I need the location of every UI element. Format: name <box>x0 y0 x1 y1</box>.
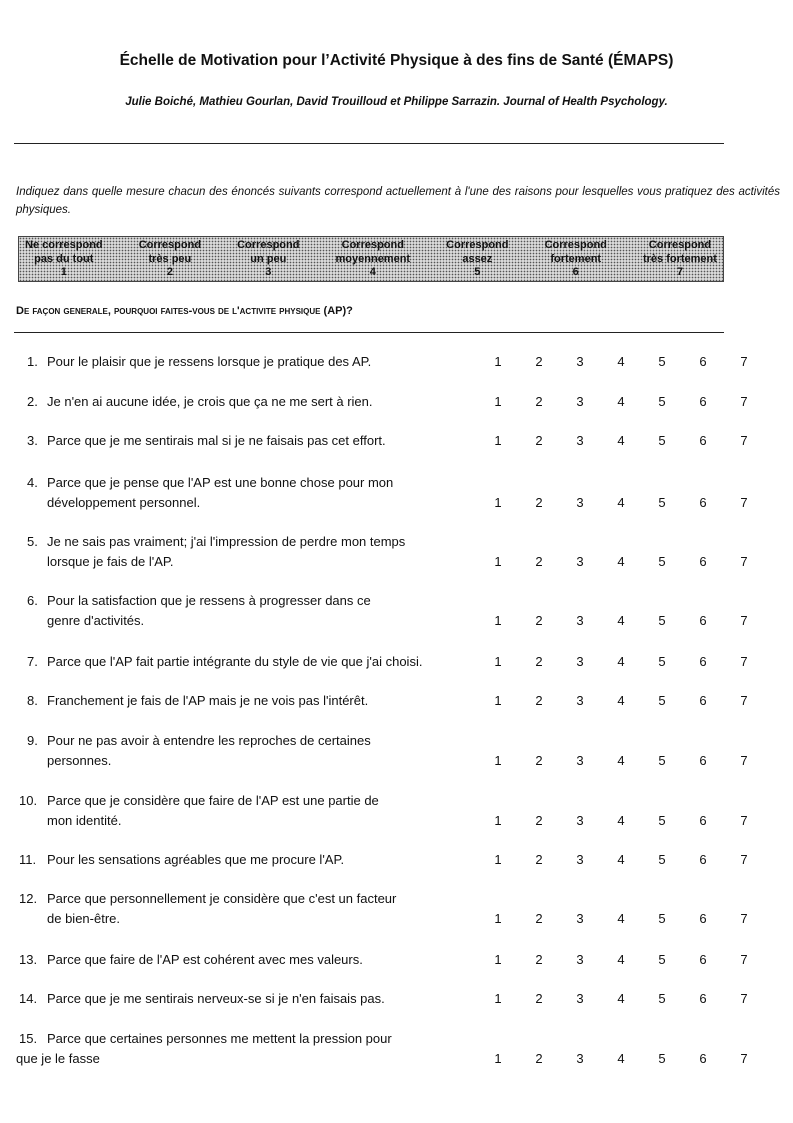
rating-option-2[interactable]: 2 <box>535 654 543 669</box>
question-number: 10. <box>19 793 38 808</box>
scale-value: 6 <box>572 266 579 278</box>
rating-option-4[interactable]: 4 <box>617 1051 625 1066</box>
scale-label: fortement <box>550 252 602 265</box>
rating-option-6[interactable]: 6 <box>699 952 707 967</box>
rating-option-5[interactable]: 5 <box>658 554 666 569</box>
rating-option-4[interactable]: 4 <box>617 394 625 409</box>
rating-option-7[interactable]: 7 <box>740 354 748 369</box>
question-text: Pour le plaisir que je ressens lorsque je pratique des AP. <box>47 354 372 369</box>
rating-option-5[interactable]: 5 <box>658 813 666 828</box>
rating-option-2[interactable]: 2 <box>535 554 543 569</box>
rating-option-4[interactable]: 4 <box>617 433 625 448</box>
rating-option-5[interactable]: 5 <box>658 753 666 768</box>
rating-option-3[interactable]: 3 <box>576 495 584 510</box>
scale-value: 5 <box>474 266 481 278</box>
instructions-text: Indiquez dans quelle mesure chacun des énoncés suivants correspond actuellement à l'une des raisons pour lesquelles vous pratiquez des activités physiques. <box>16 186 780 216</box>
rating-option-2[interactable]: 2 <box>535 852 543 867</box>
scale-option-3 <box>237 237 299 281</box>
rating-option-3[interactable]: 3 <box>576 394 584 409</box>
scale-value: 4 <box>369 266 376 278</box>
rating-option-4[interactable]: 4 <box>617 991 625 1006</box>
question-text: Parce que je me sentirais mal si je ne faisais pas cet effort. <box>47 433 386 448</box>
question-text: Pour ne pas avoir à entendre les reproches de certaines <box>47 733 371 748</box>
rating-option-7[interactable]: 7 <box>740 433 748 448</box>
rating-option-2[interactable]: 2 <box>535 911 543 926</box>
rating-option-6[interactable]: 6 <box>699 394 707 409</box>
rating-option-6[interactable]: 6 <box>699 354 707 369</box>
scale-label: Correspond <box>544 239 607 251</box>
rating-option-4[interactable]: 4 <box>617 852 625 867</box>
rating-option-1[interactable]: 1 <box>494 1051 502 1066</box>
rating-option-3[interactable]: 3 <box>576 911 584 926</box>
rating-option-1[interactable]: 1 <box>494 911 502 926</box>
rating-option-4[interactable]: 4 <box>617 911 625 926</box>
question-text-continued: de bien-être. <box>47 911 120 926</box>
question-text-continued: développement personnel. <box>47 495 201 510</box>
rating-options <box>480 493 770 513</box>
rating-option-5[interactable]: 5 <box>658 654 666 669</box>
rating-option-6[interactable]: 6 <box>699 991 707 1006</box>
rating-options <box>480 552 770 572</box>
question-text: Parce que faire de l'AP est cohérent avec mes valeurs. <box>47 952 363 967</box>
header-divider <box>14 143 724 144</box>
rating-option-5[interactable]: 5 <box>658 1051 666 1066</box>
rating-option-2[interactable]: 2 <box>535 991 543 1006</box>
rating-option-5[interactable]: 5 <box>658 613 666 628</box>
document-title: Échelle de Motivation pour l’Activité Physique à des fins de Santé (ÉMAPS) <box>119 52 674 69</box>
rating-option-2[interactable]: 2 <box>535 1051 543 1066</box>
rating-option-2[interactable]: 2 <box>535 693 543 708</box>
rating-option-5[interactable]: 5 <box>658 952 666 967</box>
rating-option-1[interactable]: 1 <box>494 433 502 448</box>
scale-label: moyennement <box>335 252 411 265</box>
rating-option-5[interactable]: 5 <box>658 433 666 448</box>
scale-label: Correspond <box>138 239 202 251</box>
rating-option-1[interactable]: 1 <box>494 394 502 409</box>
rating-option-7[interactable]: 7 <box>740 654 748 669</box>
rating-option-2[interactable]: 2 <box>535 952 543 967</box>
rating-option-6[interactable]: 6 <box>699 554 707 569</box>
scale-option-6 <box>545 237 607 281</box>
question-number: 15. <box>19 1031 38 1046</box>
scale-option-4 <box>336 237 411 281</box>
rating-option-1[interactable]: 1 <box>494 991 502 1006</box>
rating-option-5[interactable]: 5 <box>658 495 666 510</box>
rating-option-3[interactable]: 3 <box>576 613 584 628</box>
rating-option-3[interactable]: 3 <box>576 554 584 569</box>
scale-label: très fortement <box>642 252 717 265</box>
scale-value: 7 <box>676 266 684 278</box>
scale-option-5 <box>446 237 508 281</box>
question-number: 6. <box>27 593 38 608</box>
question-text-continued: lorsque je fais de l'AP. <box>47 554 174 569</box>
rating-option-5[interactable]: 5 <box>658 991 666 1006</box>
rating-option-3[interactable]: 3 <box>576 654 584 669</box>
rating-option-5[interactable]: 5 <box>658 852 666 867</box>
rating-option-5[interactable]: 5 <box>658 394 666 409</box>
rating-option-4[interactable]: 4 <box>617 613 625 628</box>
rating-option-6[interactable]: 6 <box>699 852 707 867</box>
rating-option-1[interactable]: 1 <box>494 654 502 669</box>
question-text-continued: mon identité. <box>47 813 122 828</box>
rating-options <box>480 909 770 929</box>
section-heading: De façon generale, pourquoi faites-vous de l'activite physique (AP)? <box>16 305 353 317</box>
rating-option-4[interactable]: 4 <box>617 495 625 510</box>
rating-option-3[interactable]: 3 <box>576 693 584 708</box>
rating-option-7[interactable]: 7 <box>740 495 748 510</box>
scale-value: 1 <box>60 266 67 278</box>
rating-option-7[interactable]: 7 <box>740 911 748 926</box>
rating-option-1[interactable]: 1 <box>494 753 502 768</box>
scale-label: Correspond <box>446 239 509 251</box>
rating-option-4[interactable]: 4 <box>617 813 625 828</box>
scale-label: assez <box>462 252 493 265</box>
rating-option-7[interactable]: 7 <box>740 813 748 828</box>
response-scale-legend <box>18 236 724 282</box>
rating-option-3[interactable]: 3 <box>576 813 584 828</box>
rating-option-3[interactable]: 3 <box>576 753 584 768</box>
question-text: Pour les sensations agréables que me procure l'AP. <box>47 852 345 867</box>
rating-option-6[interactable]: 6 <box>699 1051 707 1066</box>
rating-option-6[interactable]: 6 <box>699 433 707 448</box>
rating-option-4[interactable]: 4 <box>617 693 625 708</box>
scale-label: un peu <box>250 252 287 265</box>
rating-option-1[interactable]: 1 <box>494 813 502 828</box>
rating-option-4[interactable]: 4 <box>617 354 625 369</box>
question-number: 11. <box>19 852 37 867</box>
question-number: 1. <box>27 354 38 369</box>
rating-option-6[interactable]: 6 <box>699 654 707 669</box>
question-number: 2. <box>27 394 38 409</box>
question-text: Parce que je pense que l'AP est une bonne chose pour mon <box>47 475 394 490</box>
rating-option-4[interactable]: 4 <box>617 952 625 967</box>
rating-option-3[interactable]: 3 <box>576 433 584 448</box>
scale-value: 3 <box>265 266 272 278</box>
question-text: Parce que je considère que faire de l'AP est une partie de <box>47 793 379 808</box>
rating-options <box>480 431 770 451</box>
rating-option-2[interactable]: 2 <box>535 354 543 369</box>
scale-label: pas du tout <box>34 252 94 265</box>
scale-label: très peu <box>148 252 192 265</box>
rating-option-2[interactable]: 2 <box>535 613 543 628</box>
rating-option-2[interactable]: 2 <box>535 394 543 409</box>
rating-option-6[interactable]: 6 <box>699 911 707 926</box>
question-text-continued: que je le fasse <box>16 1051 100 1066</box>
rating-option-5[interactable]: 5 <box>658 911 666 926</box>
rating-options <box>480 691 770 711</box>
rating-options <box>480 652 770 672</box>
question-text: Pour la satisfaction que je ressens à progresser dans ce <box>47 593 371 608</box>
rating-option-7[interactable]: 7 <box>740 613 748 628</box>
rating-option-1[interactable]: 1 <box>494 852 502 867</box>
rating-option-6[interactable]: 6 <box>699 753 707 768</box>
question-number: 4. <box>27 475 38 490</box>
rating-option-2[interactable]: 2 <box>535 433 543 448</box>
scale-option-7 <box>643 237 717 281</box>
question-text: Je n'en ai aucune idée, je crois que ça ne me sert à rien. <box>47 394 373 409</box>
rating-option-1[interactable]: 1 <box>494 613 502 628</box>
question-text: Parce que personnellement je considère que c'est un facteur <box>47 891 397 906</box>
question-number: 14. <box>19 991 38 1006</box>
question-number: 9. <box>27 733 38 748</box>
rating-options <box>480 1049 770 1069</box>
question-text: Parce que certaines personnes me mettent la pression pour <box>47 1031 392 1046</box>
scale-option-1 <box>25 237 103 281</box>
rating-option-1[interactable]: 1 <box>494 952 502 967</box>
rating-option-6[interactable]: 6 <box>699 693 707 708</box>
rating-options <box>480 811 770 831</box>
rating-option-3[interactable]: 3 <box>576 1051 584 1066</box>
question-number: 7. <box>27 654 38 669</box>
question-text: Je ne sais pas vraiment; j'ai l'impression de perdre mon temps <box>47 534 406 549</box>
question-text: Franchement je fais de l'AP mais je ne vois pas l'intérêt. <box>47 693 369 708</box>
question-text: Parce que je me sentirais nerveux-se si je n'en faisais pas. <box>47 991 385 1006</box>
scale-label: Correspond <box>341 239 404 251</box>
rating-option-4[interactable]: 4 <box>617 654 625 669</box>
scale-value: 2 <box>166 266 173 278</box>
rating-option-3[interactable]: 3 <box>576 952 584 967</box>
question-number: 12. <box>19 891 38 906</box>
rating-option-2[interactable]: 2 <box>535 753 543 768</box>
rating-option-4[interactable]: 4 <box>617 753 625 768</box>
rating-option-6[interactable]: 6 <box>699 495 707 510</box>
rating-option-2[interactable]: 2 <box>535 813 543 828</box>
rating-options <box>480 850 770 870</box>
question-text-continued: genre d'activités. <box>47 613 145 628</box>
rating-option-3[interactable]: 3 <box>576 991 584 1006</box>
rating-option-6[interactable]: 6 <box>699 613 707 628</box>
rating-option-1[interactable]: 1 <box>494 495 502 510</box>
rating-options <box>480 989 770 1009</box>
section-divider <box>14 332 724 333</box>
question-number: 3. <box>27 433 38 448</box>
rating-options <box>480 950 770 970</box>
rating-option-5[interactable]: 5 <box>658 354 666 369</box>
rating-options <box>480 751 770 771</box>
document-authors: Julie Boiché, Mathieu Gourlan, David Trouilloud et Philippe Sarrazin. Journal of Health Psychology. <box>125 96 668 108</box>
rating-option-7[interactable]: 7 <box>740 852 748 867</box>
rating-option-5[interactable]: 5 <box>658 693 666 708</box>
question-number: 13. <box>19 952 38 967</box>
rating-option-7[interactable]: 7 <box>740 952 748 967</box>
rating-option-7[interactable]: 7 <box>740 991 748 1006</box>
rating-options <box>480 611 770 631</box>
rating-option-7[interactable]: 7 <box>740 394 748 409</box>
scale-label: Ne correspond <box>25 239 103 251</box>
question-text-continued: personnes. <box>47 753 112 768</box>
scale-label: Correspond <box>648 239 712 251</box>
scale-label: Correspond <box>237 239 300 251</box>
rating-option-3[interactable]: 3 <box>576 852 584 867</box>
rating-option-7[interactable]: 7 <box>740 1051 748 1066</box>
rating-option-7[interactable]: 7 <box>740 554 748 569</box>
rating-option-6[interactable]: 6 <box>699 813 707 828</box>
question-number: 5. <box>27 534 38 549</box>
rating-option-3[interactable]: 3 <box>576 354 584 369</box>
scale-option-2 <box>139 237 201 281</box>
rating-option-1[interactable]: 1 <box>494 554 502 569</box>
rating-option-2[interactable]: 2 <box>535 495 543 510</box>
question-number: 8. <box>27 693 38 708</box>
rating-option-1[interactable]: 1 <box>494 693 502 708</box>
rating-options <box>480 392 770 412</box>
rating-option-1[interactable]: 1 <box>494 354 502 369</box>
rating-options <box>480 352 770 372</box>
question-text: Parce que l'AP fait partie intégrante du style de vie que j'ai choisi. <box>47 654 423 669</box>
rating-option-4[interactable]: 4 <box>617 554 625 569</box>
rating-option-7[interactable]: 7 <box>740 753 748 768</box>
rating-option-7[interactable]: 7 <box>740 693 748 708</box>
